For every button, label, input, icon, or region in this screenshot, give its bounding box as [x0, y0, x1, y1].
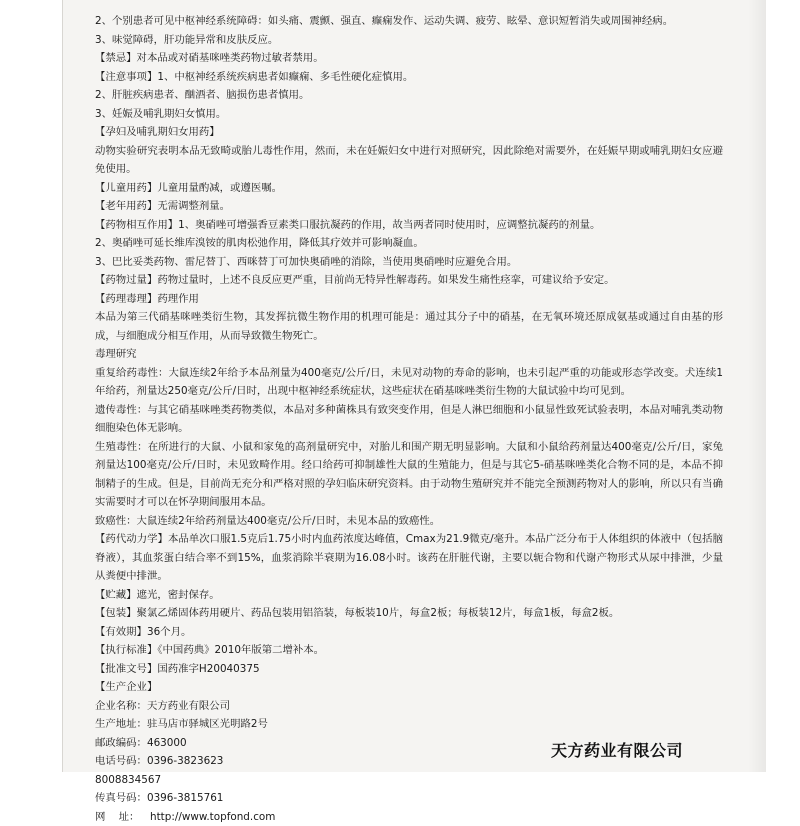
manufacturer-phone: 电话号码：0396-3823623 [95, 752, 723, 771]
manufacturer-heading: 【生产企业】 [95, 678, 723, 697]
interactions-item-3: 3、巴比妥类药物、雷尼替丁、西咪替丁可加快奥硝唑的消除，当使用奥硝唑时应避免合用。 [95, 253, 723, 272]
storage-section: 【贮藏】遮光，密封保存。 [95, 586, 723, 605]
precautions-item-2: 2、肝脏疾病患者、酗酒者、脑损伤患者慎用。 [95, 86, 723, 105]
company-signature: 天方药业有限公司 [551, 738, 683, 761]
genotoxicity-text: 遗传毒性：与其它硝基咪唑类药物类似，本品对多种菌株具有致突变作用，但是人淋巴细胞和小鼠显性致死试验表明，本品对哺乳类动物细胞染色体无影响。 [95, 401, 723, 438]
shelf-life-section: 【有效期】36个月。 [95, 623, 723, 642]
pediatric-use-section: 【儿童用药】儿童用量酌减，或遵医嘱。 [95, 179, 723, 198]
website-key: 网 址： [95, 808, 150, 826]
geriatric-use-section: 【老年用药】无需调整剂量。 [95, 197, 723, 216]
manufacturer-postal-code: 邮政编码：463000 [95, 734, 723, 753]
pharmacology-toxicology-heading: 【药理毒理】药理作用 [95, 290, 723, 309]
manufacturer-fax: 传真号码：0396-3815761 [95, 789, 723, 808]
carcinogenicity-text: 致癌性：大鼠连续2年给药剂量达400毫克/公斤/日时，未见本品的致癌性。 [95, 512, 723, 531]
manufacturer-website [95, 808, 723, 826]
adverse-reactions-item-2: 2、个别患者可见中枢神经系统障碍：如头痛、震颤、强直、癫痫发作、运动失调、疲劳、眩晕、意识短暂消失或周围神经病。 [95, 12, 723, 31]
interactions-item-2: 2、奥硝唑可延长维库溴铵的肌肉松弛作用，降低其疗效并可影响凝血。 [95, 234, 723, 253]
adverse-reactions-item-3: 3、味觉障碍，肝功能异常和皮肤反应。 [95, 31, 723, 50]
pregnancy-text: 动物实验研究表明本品无致畸或胎儿毒性作用，然而，未在妊娠妇女中进行对照研究，因此除绝对需要外，在妊娠早期或哺乳期妇女应避免使用。 [95, 142, 723, 179]
precautions-section: 【注意事项】1、中枢神经系统疾病患者如癫痫、多毛性硬化症慎用。 [95, 68, 723, 87]
standard-section: 【执行标准】《中国药典》2010年版第二增补本。 [95, 641, 723, 660]
manufacturer-address: 生产地址：驻马店市驿城区光明路2号 [95, 715, 723, 734]
pregnancy-heading: 【孕妇及哺乳期妇女用药】 [95, 123, 723, 142]
toxicology-subheading: 毒理研究 [95, 345, 723, 364]
interactions-section: 【药物相互作用】1、奥硝唑可增强香豆素类口服抗凝药的作用，故当两者同时使用时，应调整抗凝药的剂量。 [95, 216, 723, 235]
approval-number-section: 【批准文号】国药准字H20040375 [95, 660, 723, 679]
overdose-section: 【药物过量】药物过量时，上述不良反应更严重，目前尚无特异性解毒药。如果发生痛性痉挛，可建议给予安定。 [95, 271, 723, 290]
manufacturer-hotline: 8008834567 [95, 771, 723, 790]
repeat-dose-toxicity-text: 重复给药毒性：大鼠连续2年给予本品剂量为400毫克/公斤/日，未见对动物的寿命的影响，也未引起严重的功能或形态学改变。犬连续1年给药，剂量达250毫克/公斤/日时，出现中枢神经系统症状，这些症状在硝基咪唑类衍生物的大鼠试验中均可见到。 [95, 364, 723, 401]
contraindications-section: 【禁忌】对本品或对硝基咪唑类药物过敏者禁用。 [95, 49, 723, 68]
reproductive-toxicity-text: 生殖毒性：在所进行的大鼠、小鼠和家兔的高剂量研究中，对胎儿和围产期无明显影响。大鼠和小鼠给药剂量达400毫克/公斤/日，家兔剂量达100毫克/公斤/日时，未见致畸作用。经口给药可抑制雄性大鼠的生殖能力，但是与其它5-硝基咪唑类化合物不同的是，本品不抑制精子的生成。但是，目前尚无充分和严格对照的孕妇临床研究资料。由于动物生殖研究并不能完全预测药物对人的影响，所以只有当确实需要时才可以在怀孕期间服用本品。 [95, 438, 723, 512]
pharmacology-text: 本品为第三代硝基咪唑类衍生物，其发挥抗微生物作用的机理可能是：通过其分子中的硝基，在无氧环境还原成氨基或通过自由基的形成，与细胞成分相互作用，从而导致微生物死亡。 [95, 308, 723, 345]
packaging-section: 【包装】聚氯乙烯固体药用硬片、药品包装用铝箔装，每板装10片，每盒2板；每板装12片，每盒1板，每盒2板。 [95, 604, 723, 623]
precautions-item-3: 3、妊娠及哺乳期妇女慎用。 [95, 105, 723, 124]
website-url: http://www.topfond.com [150, 808, 275, 826]
leaflet-text [95, 12, 723, 826]
pharmacokinetics-section: 【药代动力学】本品单次口服1.5克后1.75小时内血药浓度达峰值，Cmax为21.9微克/毫升。本品广泛分布于人体组织的体液中（包括脑脊液），其血浆蛋白结合率不到15%，血浆消除半衰期为16.08小时。该药在肝脏代谢，主要以轭合物和代谢产物形式从尿中排泄，少量从粪便中排泄。 [95, 530, 723, 586]
manufacturer-company-name: 企业名称：天方药业有限公司 [95, 697, 723, 716]
